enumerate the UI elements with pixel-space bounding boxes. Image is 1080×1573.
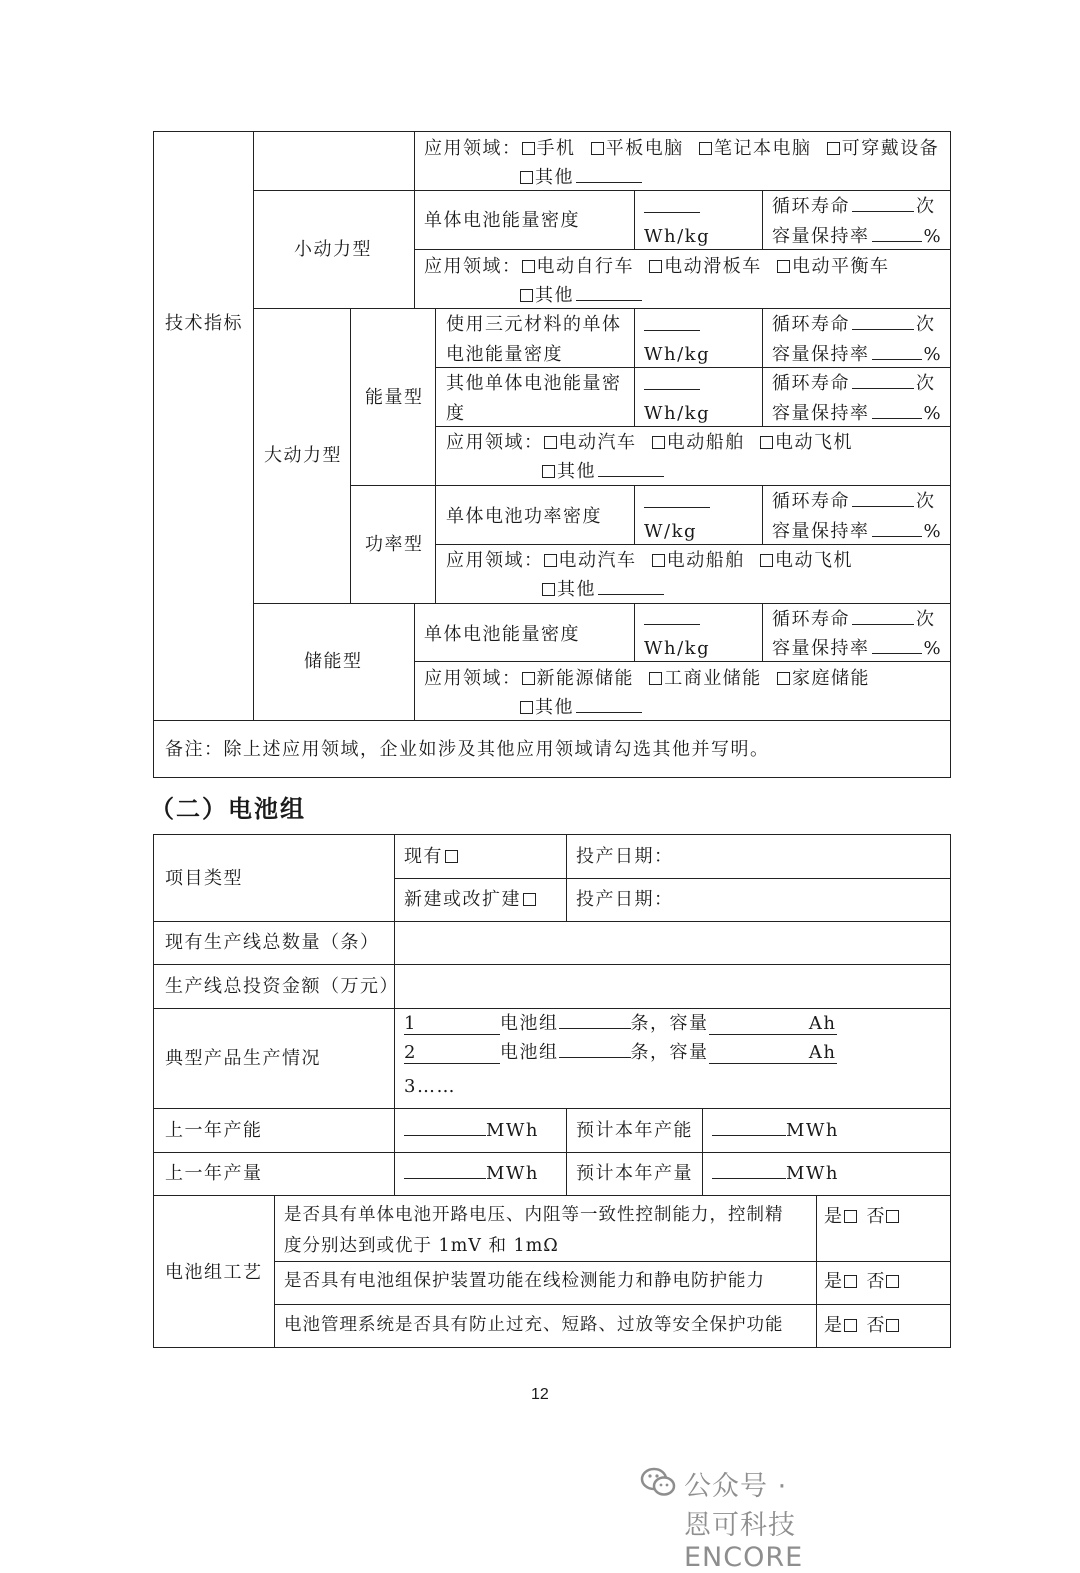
- checkbox[interactable]: [522, 142, 535, 155]
- checkbox[interactable]: [760, 554, 773, 567]
- energy-apps-line1: 应用领域： 电动汽车 电动船舶 电动飞机: [446, 432, 853, 453]
- blank-field[interactable]: [852, 311, 914, 330]
- out-next-value: MWh: [712, 1159, 839, 1188]
- large-label: 大动力型: [264, 445, 342, 466]
- checkbox[interactable]: [523, 893, 536, 906]
- small-retention: 容量保持率 %: [772, 222, 942, 251]
- checkbox[interactable]: [886, 1275, 899, 1288]
- blank-field[interactable]: [852, 370, 914, 389]
- r1-apps-line1: 应用领域： 手机 平板电脑 笔记本电脑 可穿戴设备: [424, 138, 940, 159]
- blank-field[interactable]: [598, 576, 664, 595]
- checkbox[interactable]: [649, 260, 662, 273]
- small-unit: [644, 193, 700, 222]
- cap-prev-label: 上一年产能: [165, 1120, 263, 1141]
- blank-field[interactable]: [644, 371, 700, 390]
- tech-label: 技术指标: [165, 313, 243, 334]
- power-cycle: 循环寿命 次: [772, 487, 936, 516]
- storage-cycle: 循环寿命 次: [772, 605, 936, 634]
- blank-field[interactable]: [598, 458, 664, 477]
- checkbox[interactable]: [760, 436, 773, 449]
- checkbox[interactable]: [542, 583, 555, 596]
- blank-field[interactable]: [872, 518, 922, 537]
- q1-line1: 是否具有单体电池开路电压、内阻等一致性控制能力，控制精: [284, 1205, 784, 1225]
- blank-field[interactable]: [852, 488, 914, 507]
- blank-field[interactable]: [872, 341, 922, 360]
- checkbox[interactable]: [844, 1210, 857, 1223]
- energy-m2-line2: 度: [446, 403, 466, 424]
- blank-field[interactable]: [872, 400, 922, 419]
- energy-m1-line2: 电池能量密度: [446, 344, 563, 365]
- power-unit: [644, 488, 710, 517]
- cell-tech-label: [153, 131, 254, 721]
- blank-field[interactable]: [872, 635, 922, 654]
- checkbox[interactable]: [844, 1275, 857, 1288]
- cell-r1-empty: [253, 131, 415, 191]
- typical-row2: 2 电池组 条，容量 Ah: [404, 1038, 837, 1067]
- q3-answer: 是 否: [824, 1311, 901, 1340]
- checkbox[interactable]: [544, 436, 557, 449]
- energy-m1-unit: [644, 311, 700, 340]
- q2-answer: 是 否: [824, 1267, 901, 1296]
- cell-invest-value: [394, 964, 951, 1009]
- blank-field[interactable]: [559, 1039, 631, 1058]
- checkbox[interactable]: [520, 171, 533, 184]
- cap-next-value: MWh: [712, 1116, 839, 1145]
- checkbox[interactable]: [652, 554, 665, 567]
- blank-field[interactable]: [852, 193, 914, 212]
- power-label: 功率型: [365, 534, 424, 555]
- blank-field[interactable]: [644, 606, 700, 625]
- energy-m2-unit-label: Wh/kg: [644, 403, 711, 424]
- cap-next-label: 预计本年产能: [576, 1120, 693, 1141]
- blank-field[interactable]: [404, 1160, 486, 1179]
- page-number: 12: [531, 1386, 549, 1403]
- storage-apps-line1: 应用领域： 新能源储能 工商业储能 家庭储能: [424, 668, 870, 689]
- energy-m1-retention: 容量保持率 %: [772, 340, 942, 369]
- new-option: 新建或改扩建: [404, 885, 538, 914]
- checkbox[interactable]: [777, 260, 790, 273]
- typical-row1: 1 电池组 条，容量 Ah: [404, 1009, 837, 1038]
- energy-m2-retention: 容量保持率 %: [772, 399, 942, 428]
- blank-field[interactable]: [576, 164, 642, 183]
- small-metric: 单体电池能量密度: [424, 210, 580, 231]
- small-cycle: 循环寿命 次: [772, 192, 936, 221]
- storage-label: 储能型: [304, 651, 363, 672]
- blank-field[interactable]: [872, 223, 922, 242]
- cap-prev-value: MWh: [404, 1116, 539, 1145]
- checkbox[interactable]: [649, 672, 662, 685]
- small-unit-label: Wh/kg: [644, 226, 711, 247]
- checkbox[interactable]: [777, 672, 790, 685]
- blank-field[interactable]: [852, 606, 914, 625]
- blank-field[interactable]: [404, 1117, 486, 1136]
- existing-option: 现有: [404, 842, 460, 871]
- energy-m1-unit-label: Wh/kg: [644, 344, 711, 365]
- power-metric: 单体电池功率密度: [446, 506, 602, 527]
- energy-m1-line1: 使用三元材料的单体: [446, 314, 622, 335]
- checkbox[interactable]: [520, 289, 533, 302]
- storage-metric: 单体电池能量密度: [424, 624, 580, 645]
- power-unit-label: W/kg: [644, 521, 697, 542]
- storage-apps-other: 其他: [520, 693, 644, 722]
- storage-retention: 容量保持率 %: [772, 634, 942, 663]
- process-label: 电池组工艺: [165, 1262, 263, 1283]
- blank-field[interactable]: [644, 194, 700, 213]
- note-text: 备注：除上述应用领域，企业如涉及其他应用领域请勾选其他并写明。: [165, 739, 770, 760]
- energy-m2-cycle: 循环寿命 次: [772, 369, 936, 398]
- existing-date-label: 投产日期：: [576, 846, 674, 867]
- q1-line2: 度分别达到或优于 1mV 和 1mΩ: [284, 1236, 559, 1256]
- blank-field[interactable]: [644, 312, 700, 331]
- checkbox[interactable]: [445, 850, 458, 863]
- out-prev-label: 上一年产量: [165, 1163, 263, 1184]
- power-apps-line1: 应用领域： 电动汽车 电动船舶 电动飞机: [446, 550, 853, 571]
- project-type-label: 项目类型: [165, 868, 243, 889]
- energy-apps-other: 其他: [542, 457, 666, 486]
- energy-m2-line1: 其他单体电池能量密: [446, 373, 622, 394]
- small-apps-line1: 应用领域： 电动自行车 电动滑板车 电动平衡车: [424, 256, 890, 277]
- checkbox[interactable]: [827, 142, 840, 155]
- typical-label: 典型产品生产情况: [165, 1048, 321, 1069]
- small-label: 小动力型: [294, 239, 372, 260]
- q1-answer: 是 否: [824, 1202, 901, 1231]
- wechat-icon: [640, 1466, 676, 1498]
- blank-field[interactable]: [559, 1010, 631, 1029]
- lines-count-label: 现有生产线总数量（条）: [165, 932, 380, 953]
- out-prev-value: MWh: [404, 1159, 539, 1188]
- checkbox[interactable]: [520, 701, 533, 714]
- energy-label: 能量型: [365, 387, 424, 408]
- invest-label: 生产线总投资金额（万元）: [165, 976, 399, 997]
- energy-m2-unit: [644, 370, 700, 399]
- new-date-label: 投产日期：: [576, 889, 674, 910]
- checkbox[interactable]: [886, 1319, 899, 1332]
- power-apps-other: 其他: [542, 575, 666, 604]
- blank-field[interactable]: [644, 489, 710, 508]
- checkbox[interactable]: [886, 1210, 899, 1223]
- small-apps-other: 其他: [520, 281, 644, 310]
- checkbox[interactable]: [522, 672, 535, 685]
- watermark-text: 公众号 · 恩可科技 ENCORE: [684, 1471, 804, 1573]
- energy-m1-cycle: 循环寿命 次: [772, 310, 936, 339]
- checkbox[interactable]: [522, 260, 535, 273]
- checkbox[interactable]: [591, 142, 604, 155]
- r1-apps-other: 其他: [520, 163, 644, 192]
- checkbox[interactable]: [844, 1319, 857, 1332]
- out-next-label: 预计本年产量: [576, 1163, 693, 1184]
- section-title: （二）电池组: [150, 795, 306, 823]
- power-retention: 容量保持率 %: [772, 517, 942, 546]
- storage-unit-label: Wh/kg: [644, 638, 711, 659]
- blank-field[interactable]: [576, 694, 642, 713]
- cell-lines-value: [394, 921, 951, 965]
- blank-field[interactable]: [712, 1160, 786, 1179]
- checkbox[interactable]: [699, 142, 712, 155]
- checkbox[interactable]: [544, 554, 557, 567]
- blank-field[interactable]: [712, 1117, 786, 1136]
- q2: 是否具有电池组保护装置功能在线检测能力和静电防护能力: [284, 1271, 765, 1291]
- q3: 电池管理系统是否具有防止过充、短路、过放等安全保护功能: [284, 1315, 784, 1335]
- typical-row3: 3……: [404, 1076, 456, 1097]
- checkbox[interactable]: [542, 465, 555, 478]
- checkbox[interactable]: [652, 436, 665, 449]
- storage-unit: [644, 605, 700, 634]
- blank-field[interactable]: [576, 282, 642, 301]
